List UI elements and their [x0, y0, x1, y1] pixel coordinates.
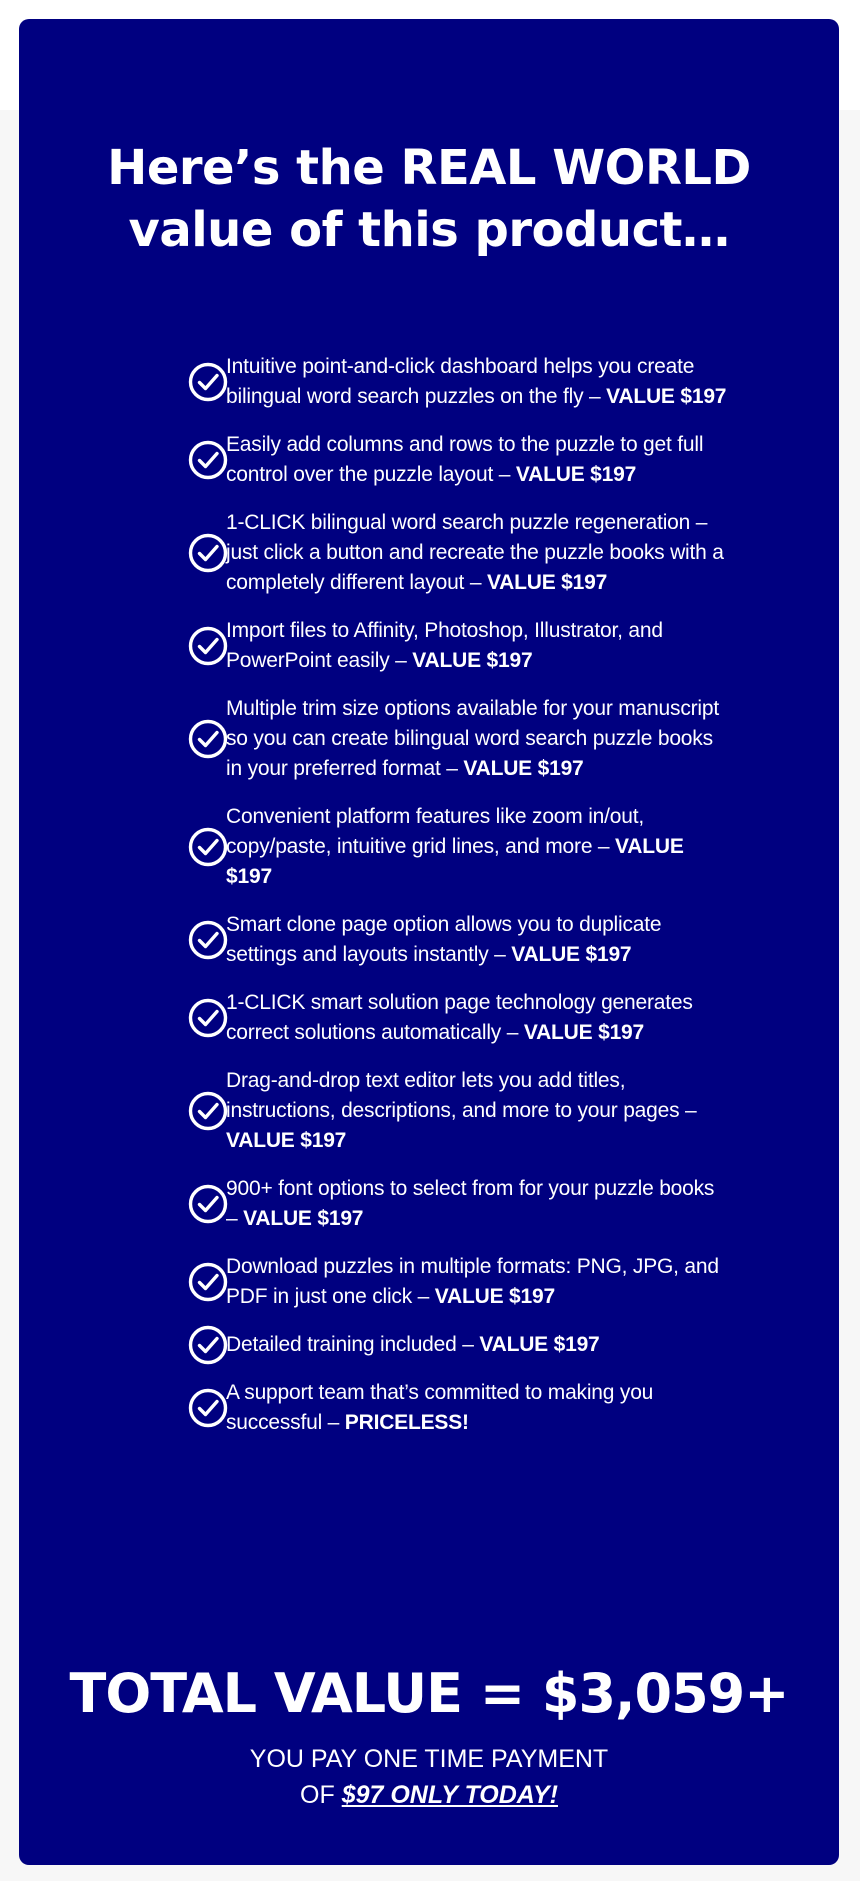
headline-line-1: Here’s the REAL WORLD: [107, 140, 751, 196]
feature-text: A support team that’s committed to making you successful –: [226, 1381, 654, 1434]
feature-item: [169, 910, 729, 970]
check-circle-icon: [188, 1388, 228, 1428]
payment-price: $97 ONLY TODAY!: [341, 1781, 558, 1809]
payment-prefix: OF: [300, 1781, 342, 1809]
feature-text: Convenient platform features like zoom in/out, copy/paste, intuitive grid lines, and more –: [226, 805, 645, 858]
check-circle-icon: [188, 362, 228, 402]
feature-value: VALUE $197: [243, 1207, 364, 1230]
feature-item: [169, 508, 729, 598]
feature-text: Multiple trim size options available for your manuscript so you can create bilingual word search puzzle books in your preferred format –: [226, 697, 720, 780]
feature-text: Detailed training included –: [226, 1333, 480, 1356]
feature-text: Smart clone page option allows you to duplicate settings and layouts instantly –: [226, 913, 662, 966]
feature-value: VALUE $197: [434, 1285, 555, 1308]
feature-item: [169, 1378, 729, 1438]
feature-value: VALUE $197: [515, 463, 637, 486]
payment-line-1: YOU PAY ONE TIME PAYMENT: [249, 1745, 609, 1773]
feature-value: VALUE $197: [606, 385, 727, 408]
check-circle-icon: [188, 1184, 228, 1224]
check-circle-icon: [188, 827, 228, 867]
check-circle-icon: [188, 998, 228, 1038]
feature-text: 900+ font options to select from for your puzzle books –: [226, 1177, 715, 1230]
check-circle-icon: [188, 1262, 228, 1302]
feature-value: VALUE $197: [486, 571, 608, 594]
check-circle-icon: [188, 533, 228, 573]
feature-item: [169, 1066, 729, 1156]
feature-item: [169, 1252, 729, 1312]
feature-value: VALUE $197: [226, 1129, 347, 1152]
feature-text: Import files to Affinity, Photoshop, Illustrator, and PowerPoint easily –: [226, 619, 663, 672]
feature-item: [169, 1174, 729, 1234]
headline-line-2: value of this product…: [128, 202, 730, 258]
feature-value: VALUE $197: [412, 649, 533, 672]
feature-text: 1-CLICK smart solution page technology generates correct solutions automatically –: [226, 991, 693, 1044]
check-circle-icon: [188, 719, 228, 759]
feature-item: [169, 802, 729, 892]
check-circle-icon: [188, 920, 228, 960]
payment-note: [19, 1741, 839, 1813]
feature-value: VALUE $197: [511, 943, 632, 966]
feature-value: VALUE $197: [463, 757, 584, 780]
value-card: [19, 19, 839, 1865]
feature-item: [169, 430, 729, 490]
feature-text: Intuitive point-and-click dashboard helps you create bilingual word search puzzles on the fly –: [226, 355, 695, 408]
feature-item: [169, 616, 729, 676]
feature-text: 1-CLICK bilingual word search puzzle regeneration – just click a button and recreate the puzzle books with a completely different layout –: [226, 511, 724, 594]
feature-text: Drag-and-drop text editor lets you add titles, instructions, descriptions, and more to your pages –: [226, 1069, 697, 1122]
feature-value: PRICELESS!: [344, 1411, 469, 1434]
check-circle-icon: [188, 1325, 228, 1365]
headline: [19, 137, 839, 261]
feature-item: [169, 988, 729, 1048]
feature-value: VALUE $197: [523, 1021, 645, 1044]
feature-value: VALUE $197: [226, 835, 684, 888]
feature-text: Easily add columns and rows to the puzzle to get full control over the puzzle layout –: [226, 433, 704, 486]
feature-text: Download puzzles in multiple formats: PNG, JPG, and PDF in just one click –: [226, 1255, 719, 1308]
feature-item: [169, 352, 729, 412]
check-circle-icon: [188, 626, 228, 666]
check-circle-icon: [188, 1091, 228, 1131]
feature-value: VALUE $197: [479, 1333, 600, 1356]
feature-item: [169, 1330, 729, 1360]
check-circle-icon: [188, 440, 228, 480]
feature-item: [169, 694, 729, 784]
feature-list: [169, 352, 729, 1456]
total-value: TOTAL VALUE = $3,059+: [69, 1662, 789, 1725]
